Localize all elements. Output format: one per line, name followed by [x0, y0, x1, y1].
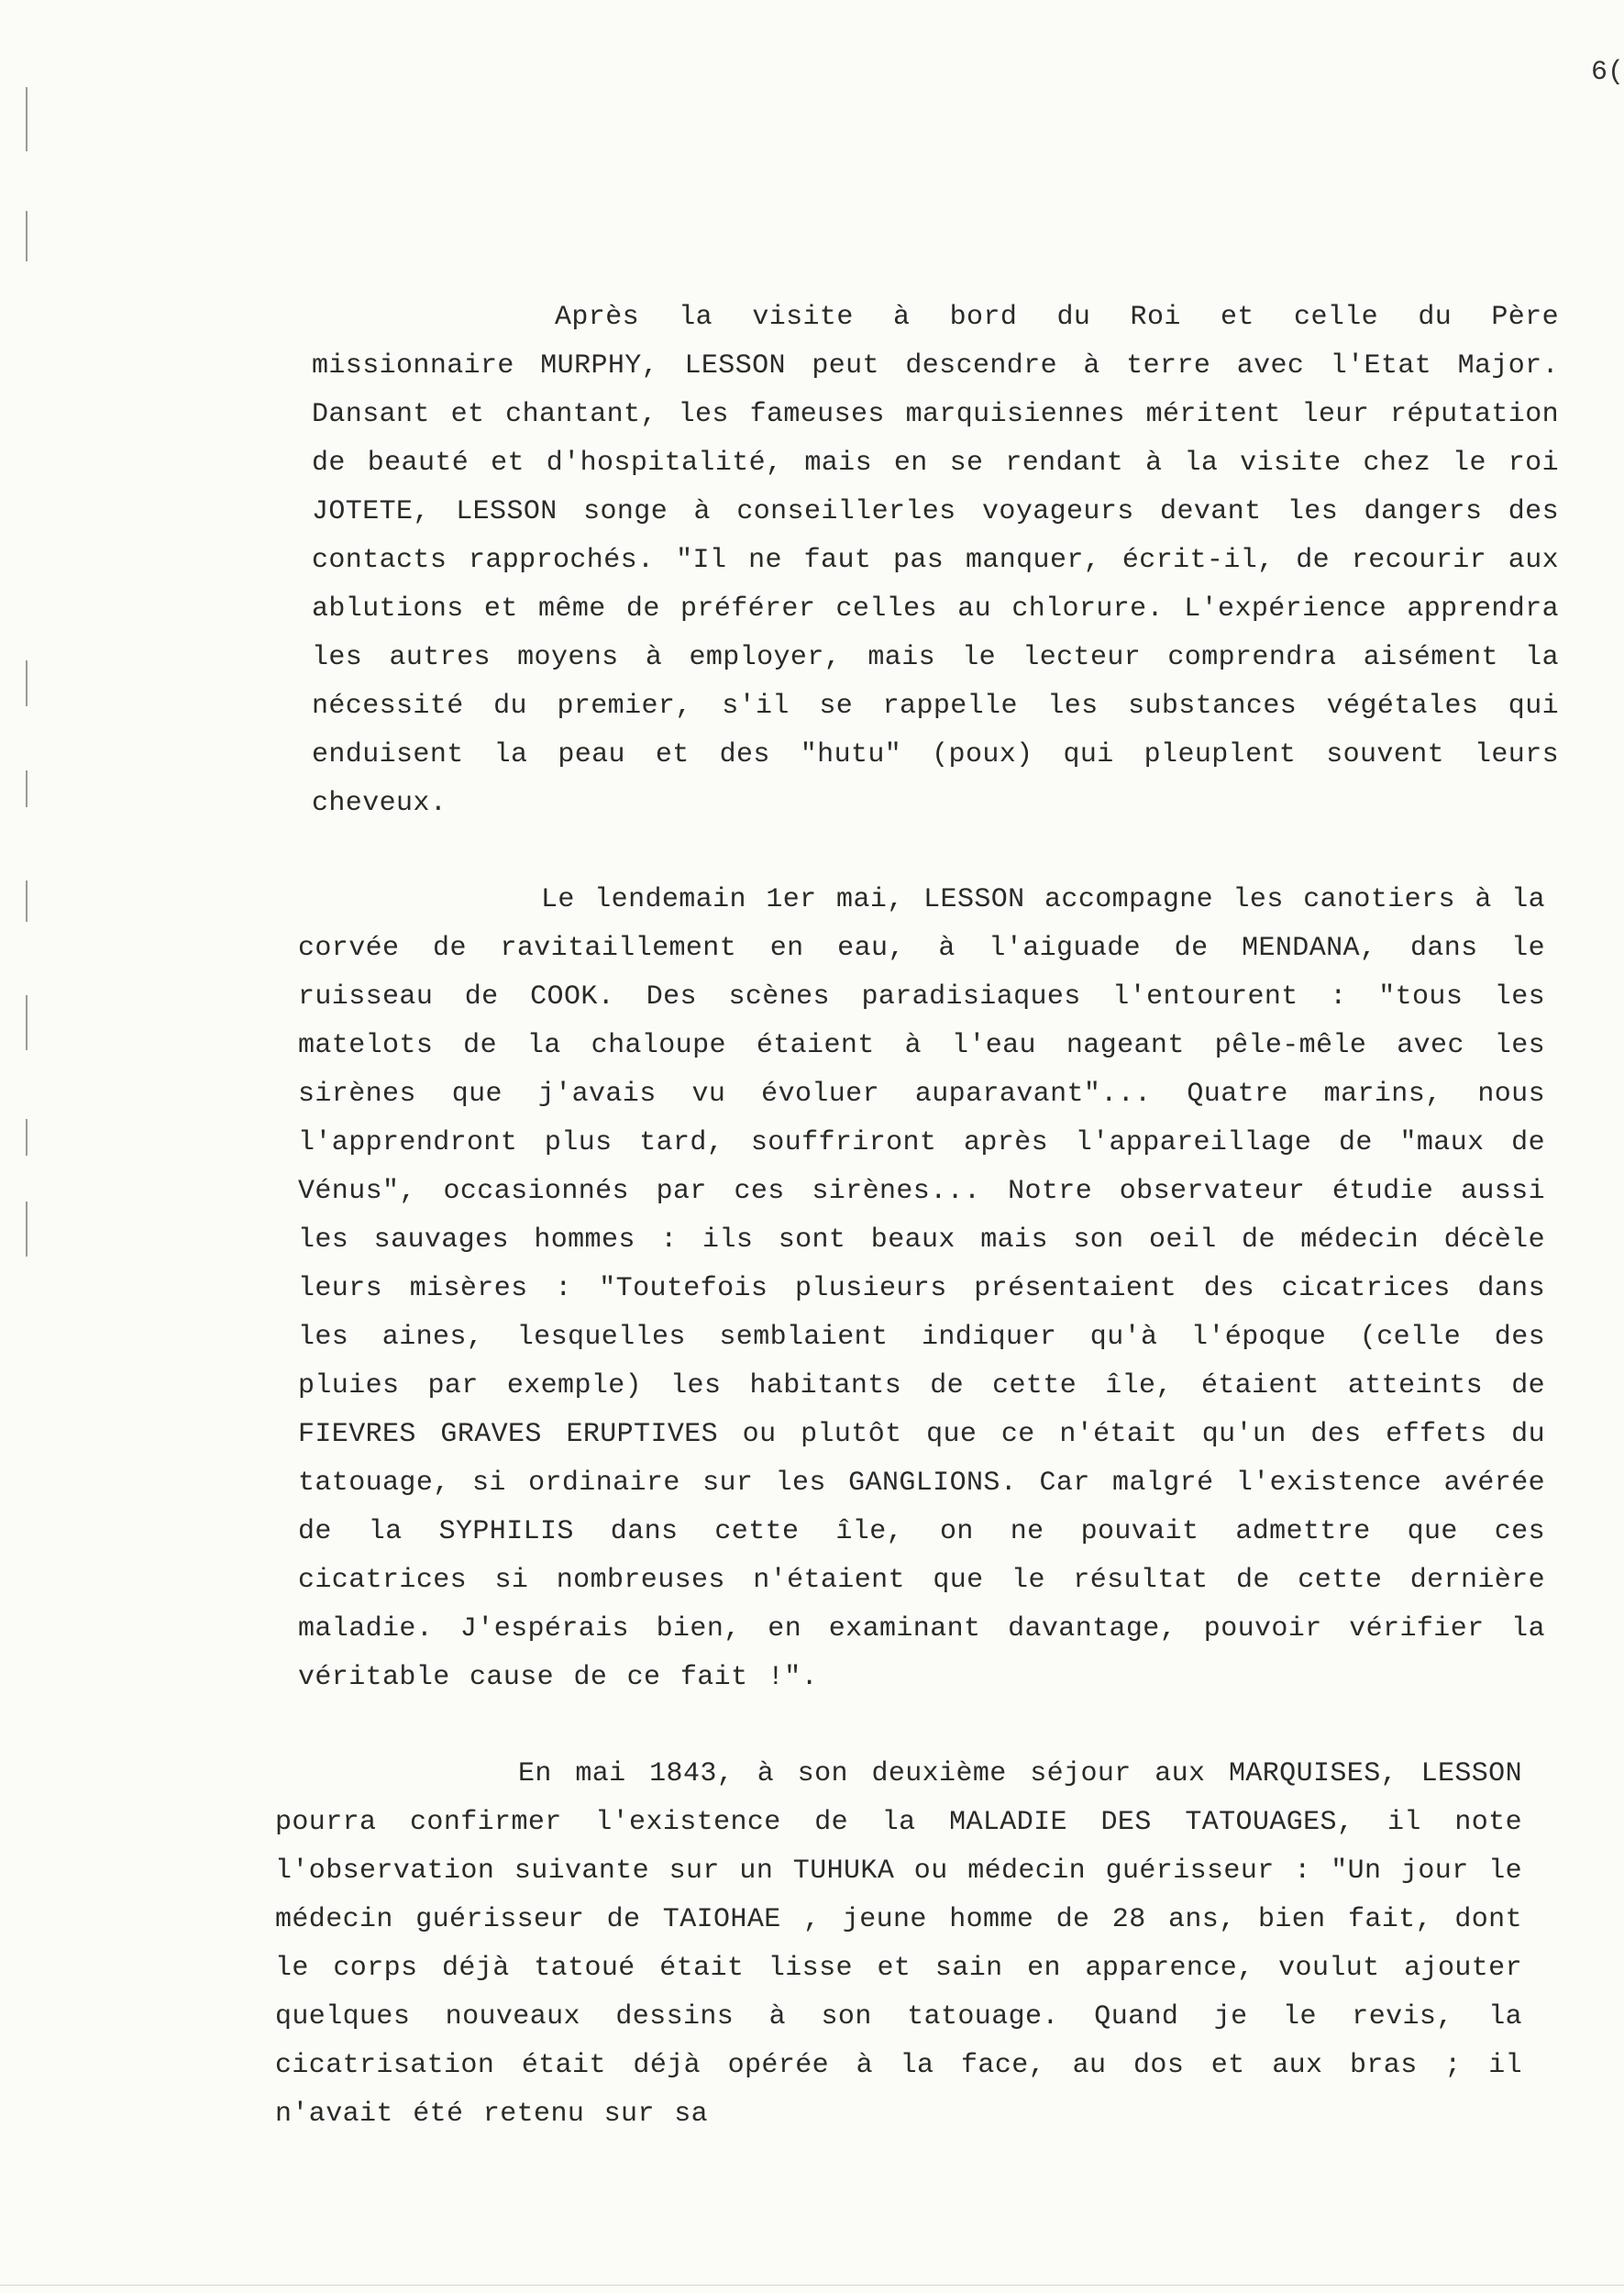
- page-number: 6(: [1590, 57, 1624, 88]
- paragraph-tattoo-disease: En mai 1843, à son deuxième séjour aux MARQUISES, LESSON pourra confirmer l'existence de la MALADIE DES TATOUAGES, il note l'observation suivante sur un TUHUKA ou médecin guérisseur : "Un jour le médecin guérisseur de TAIOHAE , jeune homme de 28 ans, bien fait, dont le corps déjà tatoué était lisse et sain en apparence, voulut ajouter quelques nouveaux dessins à son tatouage. Quand je le revis, la cicatrisation était déjà opérée à la face, au dos et aux bras ; il n'avait été retenu sur sa: [275, 1758, 1522, 2130]
- document-body: [275, 294, 1559, 2187]
- paragraph-lesson-visit: Après la visite à bord du Roi et celle du Père missionnaire MURPHY, LESSON peut descendre à terre avec l'Etat Major. Dansant et chantant, les fameuses marquisiennes méritent leur réputation de beauté et d'hospitalité, mais en se rendant à la visite chez le roi JOTETE, LESSON songe à conseillerles voyageurs devant les dangers des contacts rapprochés. "Il ne faut pas manquer, écrit-il, de recourir aux ablutions et même de préférer celles au chlorure. L'expérience apprendra les autres moyens à employer, mais le lecteur comprendra aisément la nécessité du premier, s'il se rappelle les substances végétales qui enduisent la peau et des "hutu" (poux) qui pleuplent souvent leurs cheveux.: [312, 302, 1559, 819]
- margin-binding-marks: [26, 0, 44, 2293]
- paragraph-water-supply: Le lendemain 1er mai, LESSON accompagne les canotiers à la corvée de ravitaillement en eau, à l'aiguade de MENDANA, dans le ruisseau de COOK. Des scènes paradisiaques l'entourent : "tous les matelots de la chaloupe étaient à l'eau nageant pêle-mêle avec les sirènes que j'avais vu évoluer auparavant"... Quatre marins, nous l'apprendront plus tard, souffriront après l'appareillage de "maux de Vénus", occasionnés par ces sirènes... Notre observateur étudie aussi les sauvages hommes : ils sont beaux mais son oeil de médecin décèle leurs misères : "Toutefois plusieurs présentaient des cicatrices dans les aines, lesquelles semblaient indiquer qu'à l'époque (celle des pluies par exemple) les habitants de cette île, étaient atteints de FIEVRES GRAVES ERUPTIVES ou plutôt que ce n'était qu'un des effets du tatouage, si ordinaire sur les GANGLIONS. Car malgré l'existence avérée de la SYPHILIS dans cette île, on ne pouvait admettre que ces cicatrices si nombreuses n'étaient que le résultat de cette dernière maladie. J'espérais bien, en examinant davantage, pouvoir vérifier la véritable cause de ce fait !".: [298, 884, 1545, 1693]
- scan-bottom-edge: [0, 2285, 1624, 2286]
